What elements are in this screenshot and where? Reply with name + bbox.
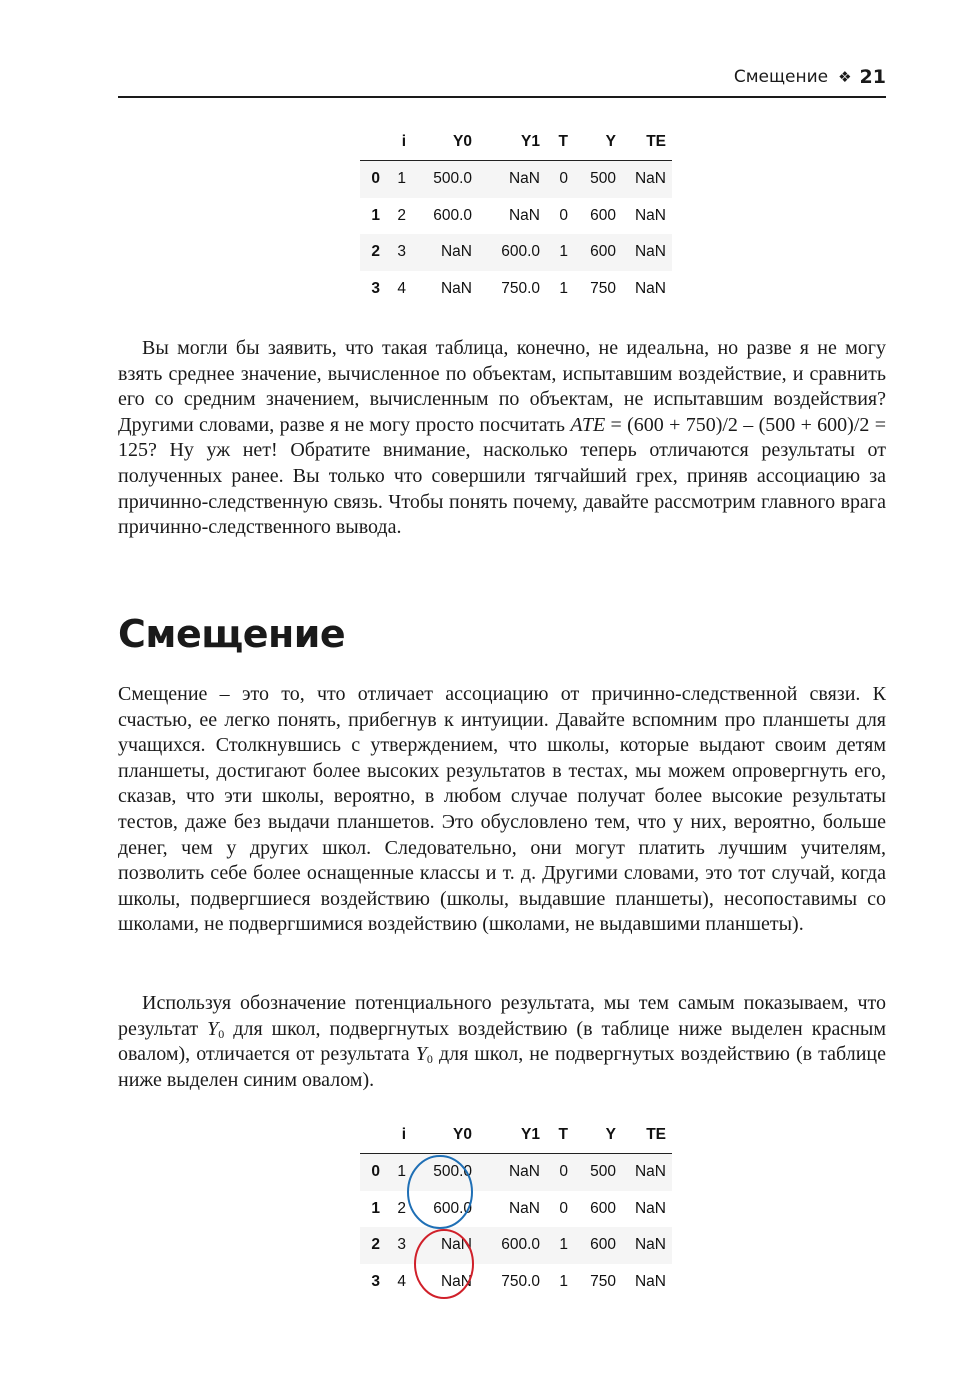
- table-cell: 750.0: [501, 279, 540, 297]
- column-header-y0: Y0: [412, 124, 478, 161]
- row-index: 0: [371, 1163, 380, 1181]
- column-header-y: Y: [574, 1117, 622, 1154]
- table-cell: NaN: [634, 279, 666, 297]
- table-cell: NaN: [440, 243, 472, 261]
- paragraph-text: для школ, подвергнутых воздействию (в таблице ниже выделен красным овалом), отличается от результата: [118, 1017, 886, 1066]
- table-cell: NaN: [440, 1236, 472, 1254]
- table-row: [360, 234, 672, 271]
- table-cell: 2: [397, 1199, 406, 1217]
- table-row: [360, 271, 672, 308]
- table-cell: 600.0: [433, 1199, 472, 1217]
- table-cell: 600: [590, 1236, 616, 1254]
- column-header-te: TE: [622, 124, 672, 161]
- column-header-i: i: [386, 124, 412, 161]
- section-heading: Смещение: [118, 612, 346, 656]
- body-paragraph-3: [118, 991, 886, 1093]
- table-cell: NaN: [508, 170, 540, 188]
- table-cell: NaN: [634, 1272, 666, 1290]
- paragraph-text: Вы могли бы заявить, что такая таблица, конечно, не идеальна, но разве я не могу взять среднее значение, вычисленное по объектам, испытавшим воздействие, и сравнить его со средним значением, вычисленным по объектам, не испытавшим воздействия? Другими словами, разве я не могу просто посчитать: [118, 337, 886, 436]
- table-cell: 600.0: [433, 206, 472, 224]
- table-cell: 1: [559, 1236, 568, 1254]
- table-cell: 600: [590, 243, 616, 261]
- table-cell: 3: [397, 243, 406, 261]
- header-section-title: Смещение: [733, 67, 829, 87]
- table-cell: 0: [559, 1199, 568, 1217]
- row-index: 0: [371, 170, 380, 188]
- paragraph-text: для школ, не подвергнутых воздействию (в таблице ниже выделен синим овалом).: [118, 1043, 886, 1091]
- column-header-y: Y: [574, 124, 622, 161]
- table-row: [360, 1154, 672, 1191]
- variable-y: Y: [415, 1043, 427, 1066]
- body-paragraph-2: Смещение – это то, что отличает ассоциацию от причинно-следственной связи. К счастью, ее легко понять, прибегнув к интуиции. Давайте вспомним про планшеты для учащихся. Столкнувшись с утверждением, что школы, которые выдают своим детям планшеты, достигают более высоких результатов в тестах, мы можем опровергнуть его, сказав, что эти школы, вероятно, в любом случае получат более высокие результаты тестов, даже без выдачи планшетов. Это обусловлено тем, что у них, вероятно, больше денег, чем у других школ. Следовательно, они могут платить лучшим учителям, позволить себе более оснащенные классы и т. д. Другими словами, это тот случай, когда школы, подвергшиеся воздействию (школы, выдавшие планшеты), несопоставимы со школами, не подвергшимися воздействию (школами, не выдавшими планшеты).: [118, 683, 886, 936]
- data-table-2: [360, 1117, 672, 1300]
- table-cell: 600.0: [501, 1236, 540, 1254]
- table-cell: 1: [397, 1163, 406, 1181]
- variable-y: Y: [207, 1017, 219, 1040]
- column-header-index: [360, 1117, 386, 1154]
- running-header: [118, 62, 886, 98]
- table-cell: 750: [590, 279, 616, 297]
- table-cell: 600: [590, 206, 616, 224]
- table-cell: NaN: [508, 1199, 540, 1217]
- body-paragraph-1: [118, 336, 886, 541]
- table-cell: NaN: [634, 1163, 666, 1181]
- table-row: [360, 1191, 672, 1228]
- column-header-y1: Y1: [478, 1117, 546, 1154]
- table-cell: 500.0: [433, 1163, 472, 1181]
- ornament-icon: ❖: [838, 68, 852, 86]
- table-cell: 2: [397, 206, 406, 224]
- row-index: 2: [371, 1236, 380, 1254]
- table-cell: NaN: [440, 1272, 472, 1290]
- variable-subscript: 0: [218, 1026, 225, 1041]
- row-index: 3: [371, 1272, 380, 1290]
- table-row: [360, 161, 672, 198]
- table-header-row: [360, 1117, 672, 1154]
- table-cell: NaN: [634, 1236, 666, 1254]
- table-cell: 1: [559, 243, 568, 261]
- table-cell: 600.0: [501, 243, 540, 261]
- table-header-row: [360, 124, 672, 161]
- table-cell: NaN: [634, 1199, 666, 1217]
- table-cell: 0: [559, 1163, 568, 1181]
- table-cell: 1: [559, 279, 568, 297]
- table-cell: NaN: [634, 206, 666, 224]
- column-header-y0: Y0: [412, 1117, 478, 1154]
- table-cell: 0: [559, 170, 568, 188]
- table-row: [360, 1264, 672, 1301]
- paragraph-text: = (600 + 750)/2 – (500 + 600)/2 = 125? Ну уж нет! Обратите внимание, насколько теперь отличаются результаты от полученных ранее. Вы только что совершили тягчайший грех, приняв ассоциацию за причинно-следственную связь. Чтобы понять почему, давайте рассмотрим главного врага причинно-следственного вывода.: [118, 413, 886, 539]
- table-cell: 4: [397, 1272, 406, 1290]
- table-cell: 500.0: [433, 170, 472, 188]
- table-cell: 1: [397, 170, 406, 188]
- column-header-t: T: [546, 124, 574, 161]
- table-cell: 1: [559, 1272, 568, 1290]
- table-cell: 500: [590, 170, 616, 188]
- column-header-te: TE: [622, 1117, 672, 1154]
- table-cell: 750.0: [501, 1272, 540, 1290]
- column-header-index: [360, 124, 386, 161]
- table-cell: NaN: [508, 206, 540, 224]
- row-index: 1: [371, 1199, 380, 1217]
- table-cell: NaN: [440, 279, 472, 297]
- table-row: [360, 1227, 672, 1264]
- table-cell: 750: [590, 1272, 616, 1290]
- table-cell: NaN: [508, 1163, 540, 1181]
- table-cell: 500: [590, 1163, 616, 1181]
- column-header-y1: Y1: [478, 124, 546, 161]
- data-table-1: [360, 124, 672, 307]
- table-cell: 600: [590, 1199, 616, 1217]
- table-cell: NaN: [634, 170, 666, 188]
- table-cell: 0: [559, 206, 568, 224]
- table-row: [360, 198, 672, 235]
- column-header-t: T: [546, 1117, 574, 1154]
- table-cell: 4: [397, 279, 406, 297]
- ate-term: ATE: [570, 413, 606, 436]
- paragraph-text: Используя обозначение потенциального результата, мы тем самым показываем, что результат: [118, 992, 886, 1040]
- page-number: 21: [859, 66, 886, 88]
- table-cell: NaN: [634, 243, 666, 261]
- row-index: 1: [371, 206, 380, 224]
- table-cell: 3: [397, 1236, 406, 1254]
- column-header-i: i: [386, 1117, 412, 1154]
- variable-subscript: 0: [426, 1052, 433, 1067]
- row-index: 3: [371, 279, 380, 297]
- row-index: 2: [371, 243, 380, 261]
